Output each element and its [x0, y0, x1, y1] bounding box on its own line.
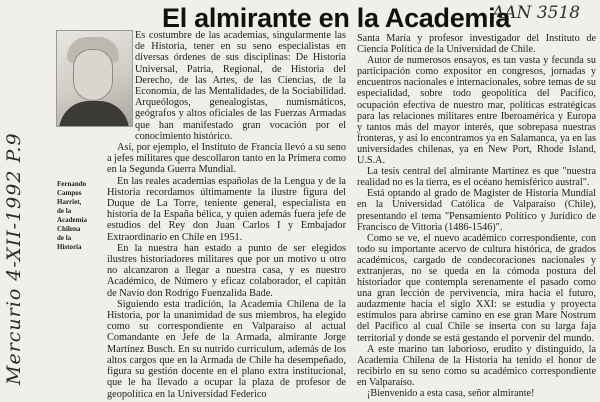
handwritten-source-note: Mercurio 4-XII-1992 P.9: [3, 132, 25, 385]
caption-line: Harriet,: [57, 198, 82, 206]
article-paragraph: Es costumbre de las academias, singularmente las de Historia, tener en su seno especialistas en diversas órdenes de sus disciplinas: De Historia Universal, Patria, Regional, de Historia del Derecho, de las Artes, de las Ciencias, de la Economía, de las Mentalidades, de la Sociabilidad. Arqueólogos, genealogistas, numismáticos, geógrafos y altos oficiales de las Fuerzas Armadas que han manifestado gran vocación por el conocimiento histórico.: [135, 30, 346, 142]
article-headline: El almirante en la Academia: [162, 3, 511, 33]
handwritten-archive-number: AAN 3518: [492, 3, 581, 23]
caption-line: Chilena: [57, 225, 81, 233]
article-paragraph: Así, por ejemplo, el Instituto de Francia llevó a su seno a jefes militares que descollaron tanto en la Primera como en la Segunda Guerra Mundial.: [107, 142, 346, 176]
article-paragraph: A este marino tan laborioso, erudito y distinguido, la Academia Chilena de la Historia ha tenido el honor de recibirlo en su seno como su académico correspondiente en Valparaíso.: [357, 343, 596, 388]
article-paragraph: La tesis central del almirante Martínez es que "nuestra realidad no es la tierra, es el océano hemisférico austral".: [357, 166, 596, 189]
article-paragraph: En la nuestra han estado a punto de ser elegidos ilustres historiadores militares que por un motivo u otro no alcanzaron a llegar a nuestra casa, y es nuestro Académico, de Número y eficaz colaborador, el capitán de Navío don Rodrigo Fuenzalida Bade.: [107, 242, 346, 299]
article-paragraph: ¡Bienvenido a esta casa, señor almirante!: [367, 388, 535, 399]
article-paragraph: Siguiendo esta tradición, la Academia Chilena de la Historia, por la unanimidad de sus miembros, ha elegido como su correspondiente en Valparaíso al actual Comandante en Jefe de la Armada, almirante Jorge Martínez Busch. En su nutrido curriculum, además de los altos cargos que en la Armada de Chile ha desempeñado, figura su gestión docente en el plano extra institucional, que le ha llevado a ocupar la plaza de profesor de geopolítica en la Universidad Federico: [107, 298, 346, 400]
article-paragraph: Autor de numerosos ensayos, es tan vasta y fecunda su participación como expositor en congresos, jornadas y encuentros nacionales e internacionales, sobre temas de su especialidad, sobre todo geopolítica del Pacífico, ocupación efectiva de nuestro mar, políticas estratégicas para las relaciones militares entre Iberoamérica y Europa y tantos más del mayor interés, que sobrepasa nuestras fronteras, y así lo encontramos ya en Salamanca, ya en las universidades chilenas, ya en New Port, Rhode Island, U.S.A.: [357, 55, 596, 167]
caption-line: Campos: [57, 189, 82, 197]
caption-line: Historia: [57, 243, 82, 251]
article-paragraph: En las reales academias españolas de la Lengua y de la Historia recordamos últimamente la ilustre figura del Duque de La Torre, teniente general, especialista en historia de la España bélica, y quien además fuera jefe de estudios del Rey don Juan Carlos I y Embajador Extraordinario en Chile en 1951.: [107, 175, 346, 243]
photo-caption: [57, 180, 109, 252]
caption-line: de la: [57, 207, 72, 215]
article-column-right: [357, 33, 596, 399]
article-paragraph: Está optando al grado de Magister de Historia Mundial en la Universidad Católica de Valparaíso (Chile), presentando el tema "Pensamiento Político y Jurídico de Francisco de Vittoria (1486-1546)".: [357, 188, 596, 233]
article-column-left: [107, 30, 346, 400]
article-paragraph: Santa María y profesor investigador del Instituto de Ciencia Política de la Universidad de Chile.: [357, 33, 596, 56]
caption-line: de la: [57, 234, 72, 242]
article-paragraph: Como se ve, el nuevo académico correspondiente, con todo su importante acervo de cultura histórica, de grados académicos, cargado de condecoraciones nacionales y extranjeras, no se queda en la cómoda postura del historiador que contempla serenamente el pasado como una gran lección de pervivencia, mira hacia el futuro, audazmente hacia el siglo XXI: se estudia y proyecta estímulos para abrirse camino en ese gran Mare Nostrum del Pacífico al cual Chile se inserta con su larga faja territorial y donde se está gestando el porvenir del mundo.: [357, 232, 596, 344]
caption-line: Academia: [57, 216, 87, 224]
caption-line: Fernando: [57, 180, 87, 188]
